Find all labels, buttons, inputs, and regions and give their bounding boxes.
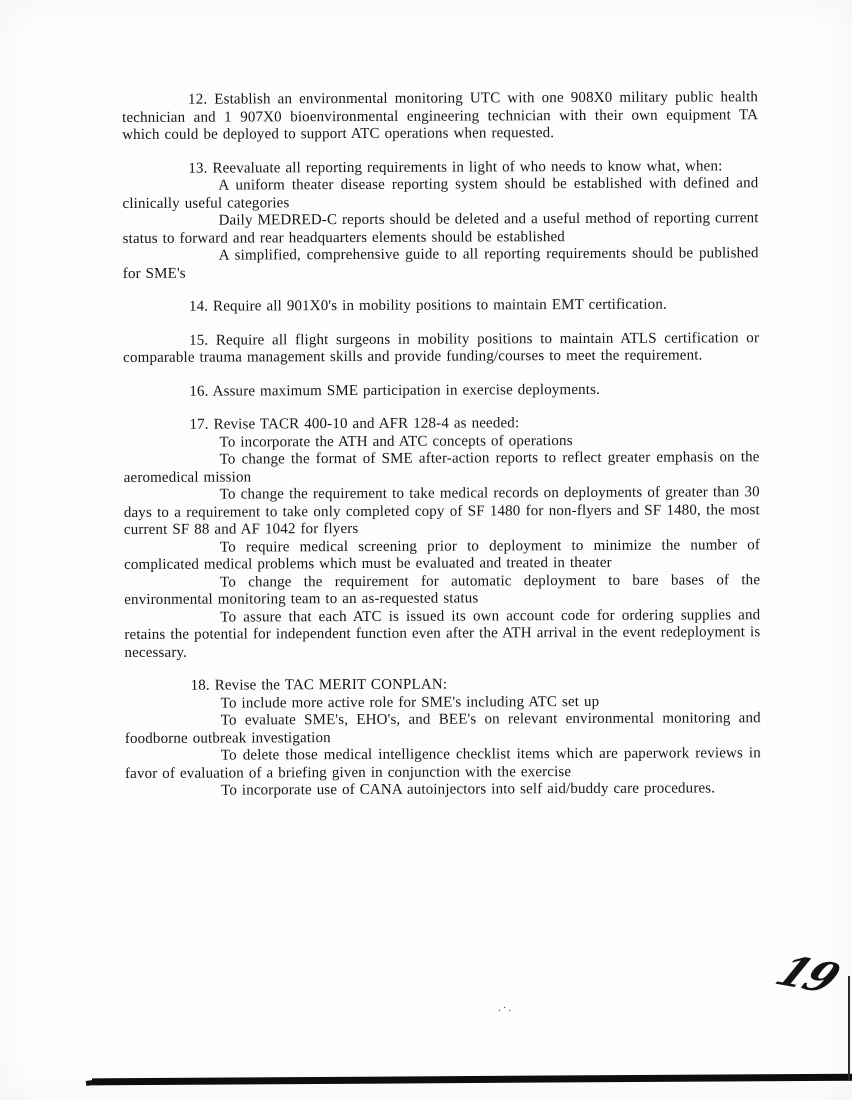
paragraph: 17. Revise TACR 400-10 and AFR 128-4 as needed: xyxy=(189,415,520,433)
paragraph: 18. Revise the TAC MERIT CONPLAN: xyxy=(190,676,448,694)
scan-artifact-right-edge-line xyxy=(848,976,850,1080)
paragraph: To assure that each ATC is issued its own account code for ordering supplies and retains the potential for independent function even after the ATH arrival in the event redeployment is necessary. xyxy=(124,606,761,661)
paragraph: 14. Require all 901X0's in mobility positions to maintain EMT certification. xyxy=(188,296,667,315)
paragraph-block xyxy=(123,296,759,316)
paragraph: To require medical screening prior to deployment to minimize the number of complicated medical problems which must be evaluated and treated in theater xyxy=(124,536,761,573)
document-blocks xyxy=(122,89,761,816)
paragraph: To include more active role for SME's including ATC set up xyxy=(220,693,600,712)
handwritten-page-number: 19 xyxy=(767,947,848,1002)
paragraph: To evaluate SME's, EHO's, and BEE's on relevant environmental monitoring and foodborne outbreak investigation xyxy=(124,710,761,747)
scan-artifact-footer-mark: .·. xyxy=(498,1002,514,1014)
paragraph: 13. Reevaluate all reporting requirements in light of who needs to know what, when: xyxy=(188,157,723,177)
paragraph-block xyxy=(122,89,758,144)
paragraph-block xyxy=(125,675,762,800)
paragraph: 16. Assure maximum SME participation in exercise deployments. xyxy=(189,381,601,400)
paragraph: To change the requirement to take medical records on deployments of greater than 30 days to a requirement to take only completed copy of SF 1480 for non-flyers and SF 1480, the most current SF 88 and AF 1042 for flyers xyxy=(123,484,760,538)
paragraph: To incorporate the ATH and ATC concepts of operations xyxy=(219,432,573,451)
paragraph: To delete those medical intelligence checklist items which are paperwork reviews in favor of evaluation of a briefing given in conjunction with the exercise xyxy=(124,745,761,782)
paragraph: To change the format of SME after-action reports to reflect greater emphasis on the aeromedical mission xyxy=(123,449,760,486)
paragraph-block xyxy=(123,381,759,401)
paragraph: 12. Establish an environmental monitoring UTC with one 908X0 military public health technician and 1 907X0 bioenvironmental engineering technician with their own equipment TA which could be deployed to support ATC operations when requested. xyxy=(122,89,759,143)
paragraph: A uniform theater disease reporting system should be established with defined and clinically useful categories xyxy=(122,175,759,212)
paragraph: 15. Require all flight surgeons in mobility positions to maintain ATLS certification or comparable trauma management skills and provide funding/courses to meet the requirement. xyxy=(123,329,760,366)
paragraph: Daily MEDRED-C reports should be deleted and a useful method of reporting current status to forward and rear headquarters elements should be established xyxy=(122,210,759,247)
paragraph: To change the requirement for automatic deployment to bare bases of the environmental monitoring team to an as-requested status xyxy=(124,571,761,608)
paragraph-block xyxy=(123,414,760,662)
paragraph: A simplified, comprehensive guide to all reporting requirements should be published for SME's xyxy=(122,245,759,282)
paragraph: To incorporate use of CANA autoinjectors into self aid/buddy care procedures. xyxy=(221,780,716,799)
scan-artifact-bottom-bar xyxy=(92,1074,852,1086)
paragraph-block xyxy=(122,158,759,283)
paragraph-block xyxy=(123,330,759,368)
